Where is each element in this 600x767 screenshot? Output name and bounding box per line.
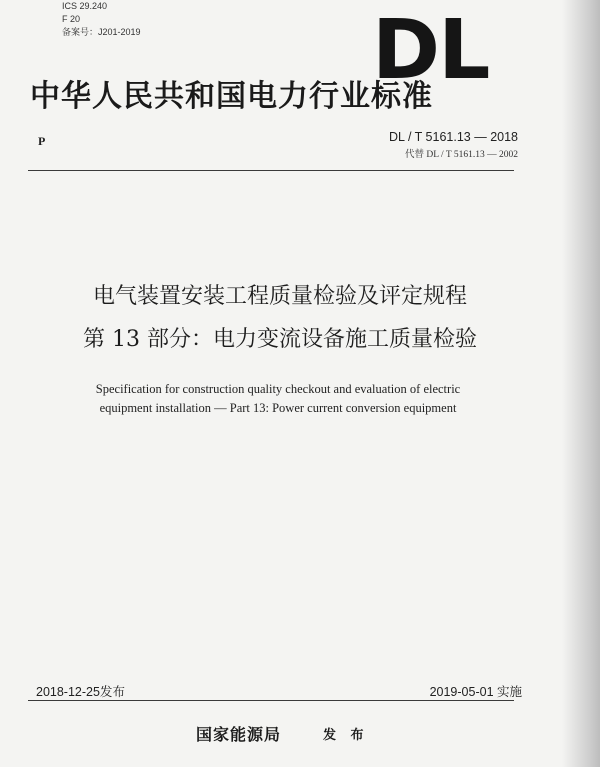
title-cn-line1: 电气装置安装工程质量检验及评定规程 xyxy=(92,284,467,309)
footer-divider xyxy=(28,700,514,701)
publish-label: 发 布 xyxy=(323,728,369,743)
dl-logo: DL xyxy=(372,3,489,98)
record-number: 备案号：J201-2019 xyxy=(62,27,141,37)
standard-category-title: 中华人民共和国电力行业标准 xyxy=(30,79,433,114)
issue-date: 2018-12-25发布 xyxy=(36,685,125,699)
standard-code: DL / T 5161.13 — 2018 xyxy=(388,130,518,144)
page-edge-shadow xyxy=(562,0,600,767)
title-en-line2: equipment installation — Part 13: Power current conversion equipment xyxy=(99,401,457,415)
publisher-name: 国家能源局 xyxy=(196,725,282,744)
replaces-standard: 代替 DL / T 5161.13 — 2002 xyxy=(404,150,518,160)
title-en-line1: Specification for construction quality checkout and evaluation of electric xyxy=(95,382,461,396)
category-letter: P xyxy=(38,134,46,148)
title-cn-line2: 第 13 部分：电力变流设备施工质量检验 xyxy=(83,327,477,352)
implementation-date: 2019-05-01 实施 xyxy=(429,685,522,699)
header-divider xyxy=(28,170,514,171)
ccs-code: F 20 xyxy=(62,14,81,24)
ics-code: ICS 29.240 xyxy=(62,1,108,11)
standard-code-block xyxy=(389,130,518,160)
